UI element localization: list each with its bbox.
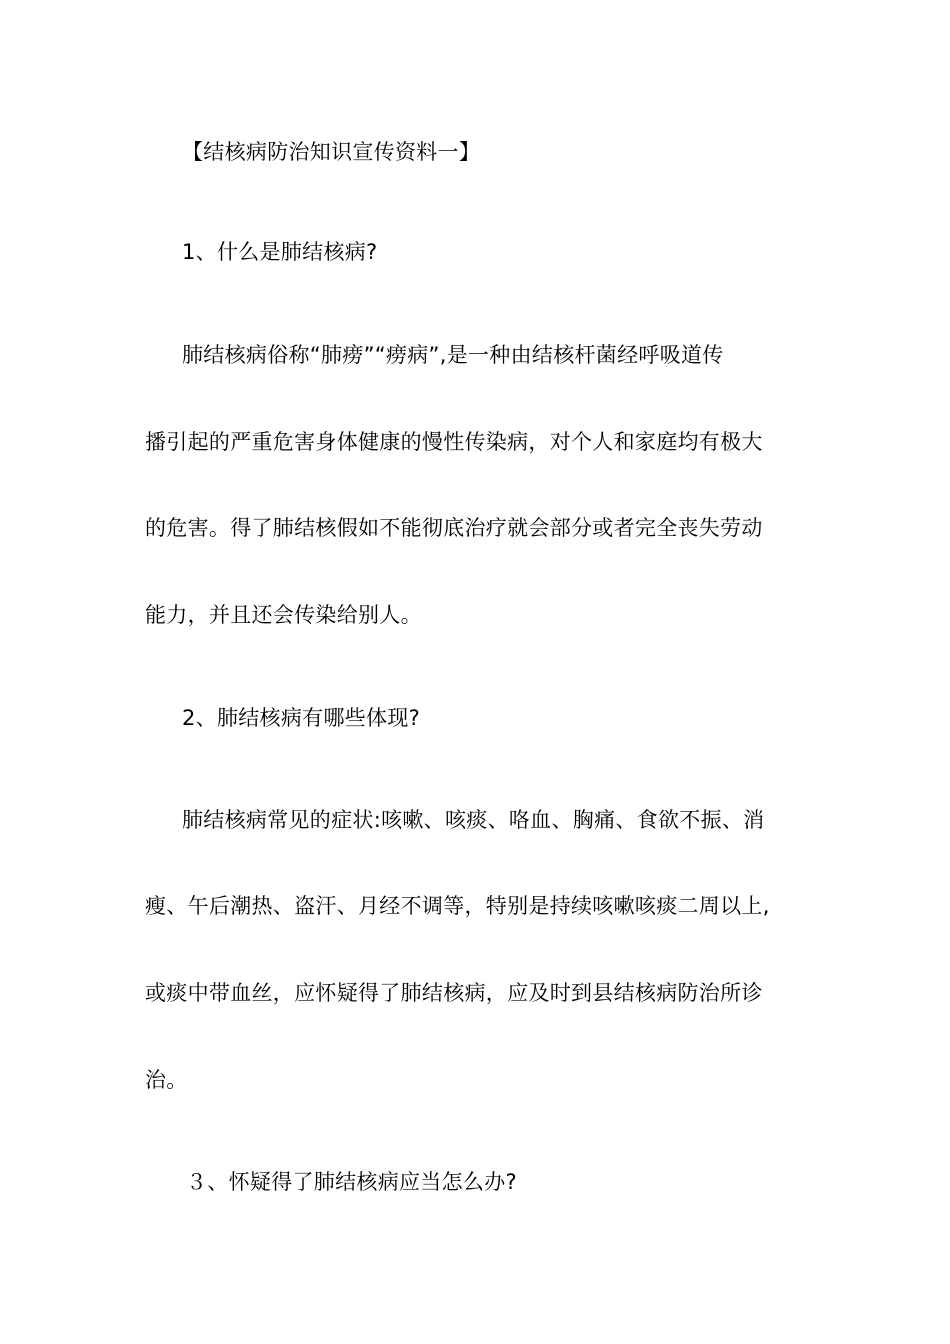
section-1-heading: 1、什么是肺结核病? — [182, 240, 378, 264]
section-1-paragraph-line-1: 肺结核病俗称“肺痨”“痨病”,是一种由结核杆菌经呼吸道传 — [182, 343, 724, 367]
section-2-paragraph-line-4: 治。 — [145, 1068, 188, 1092]
section-1-paragraph-line-2: 播引起的严重危害身体健康的慢性传染病，对个人和家庭均有极大 — [145, 430, 763, 454]
section-3-heading: ３、怀疑得了肺结核病应当怎么办? — [186, 1170, 517, 1194]
section-1-paragraph-line-3: 的危害。得了肺结核假如不能彻底治疗就会部分或者完全丧失劳动 — [145, 516, 763, 540]
document-title: 【结核病防治知识宣传资料一】 — [182, 140, 481, 164]
section-2-paragraph-line-3: 或痰中带血丝，应怀疑得了肺结核病，应及时到县结核病防治所诊 — [145, 981, 763, 1005]
section-2-paragraph-line-1: 肺结核病常见的症状:咳嗽、咳痰、咯血、胸痛、食欲不振、消 — [182, 808, 765, 832]
section-2-heading: 2、肺结核病有哪些体现? — [182, 706, 421, 730]
section-1-paragraph-line-4: 能力，并且还会传染给别人。 — [145, 603, 422, 627]
section-2-paragraph-line-2: 瘦、午后潮热、盗汗、月经不调等，特别是持续咳嗽咳痰二周以上, — [145, 894, 770, 918]
